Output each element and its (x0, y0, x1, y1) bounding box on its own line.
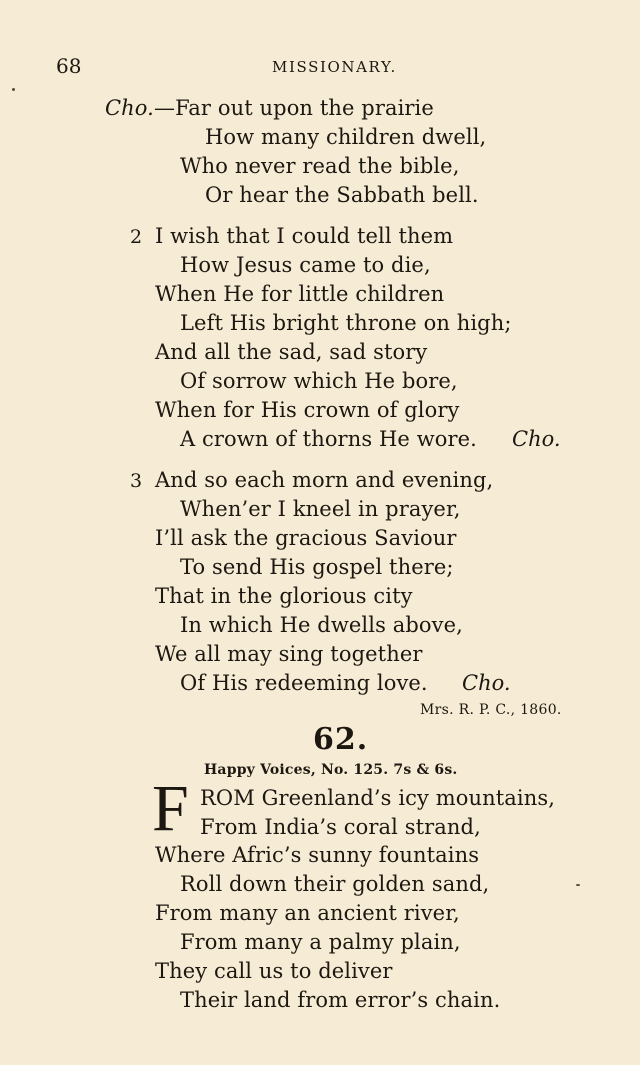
verse-line: I’ll ask the gracious Saviour (155, 526, 457, 550)
author-attribution: Mrs. R. P. C., 1860. (420, 702, 562, 718)
hymn-number: 62. (313, 722, 369, 757)
verse-line: When’er I kneel in prayer, (180, 497, 461, 521)
hymn-line: From many an ancient river, (155, 901, 460, 925)
hymn-line: From India’s coral strand, (200, 815, 481, 839)
chorus-dash: — (153, 96, 176, 120)
verse-line: When for His crown of glory (155, 398, 460, 422)
verse-line: When He for little children (155, 282, 445, 306)
hymn-line: ROM Greenland’s icy mountains, (200, 786, 556, 810)
verse-line: A crown of thorns He wore. (180, 427, 477, 451)
chorus-label: Cho. (105, 96, 154, 120)
verse-line: In which He dwells above, (180, 613, 463, 637)
verse-line: To send His gospel there; (180, 555, 454, 579)
chorus-marker: Cho. (462, 671, 511, 695)
chorus-first-line (105, 96, 434, 120)
chorus-line: How many children dwell, (205, 125, 487, 149)
chorus-line: Who never read the bible, (180, 154, 460, 178)
hymn-line: Roll down their golden sand, (180, 872, 490, 896)
page-number: 68 (56, 54, 82, 78)
verse-line: We all may sing together (155, 642, 423, 666)
verse-line: Of His redeeming love. (180, 671, 428, 695)
verse-number: 3 (130, 470, 143, 492)
chorus-marker: Cho. (512, 427, 561, 451)
verse-line: I wish that I could tell them (155, 224, 454, 248)
paper-speck (12, 88, 15, 91)
tune-reference: Happy Voices, No. 125. 7s & 6s. (204, 762, 458, 778)
verse-line: That in the glorious city (155, 584, 413, 608)
paper-speck (576, 884, 580, 886)
verse-line: Left His bright throne on high; (180, 311, 512, 335)
hymn-line: From many a palmy plain, (180, 930, 461, 954)
verse-line: How Jesus came to die, (180, 253, 431, 277)
verse-number: 2 (130, 226, 143, 248)
hymn-line: Where Afric’s sunny fountains (155, 843, 480, 867)
drop-cap: F (152, 772, 189, 845)
hymn-line: Their land from error’s chain. (180, 988, 501, 1012)
chorus-line: Or hear the Sabbath bell. (205, 183, 479, 207)
hymn-line: They call us to deliver (155, 959, 393, 983)
verse-line: And all the sad, sad story (155, 340, 428, 364)
verse-line: Of sorrow which He bore, (180, 369, 458, 393)
running-head: MISSIONARY. (272, 58, 397, 76)
verse-line: And so each morn and evening, (155, 468, 494, 492)
chorus-line: Far out upon the prairie (175, 96, 434, 120)
